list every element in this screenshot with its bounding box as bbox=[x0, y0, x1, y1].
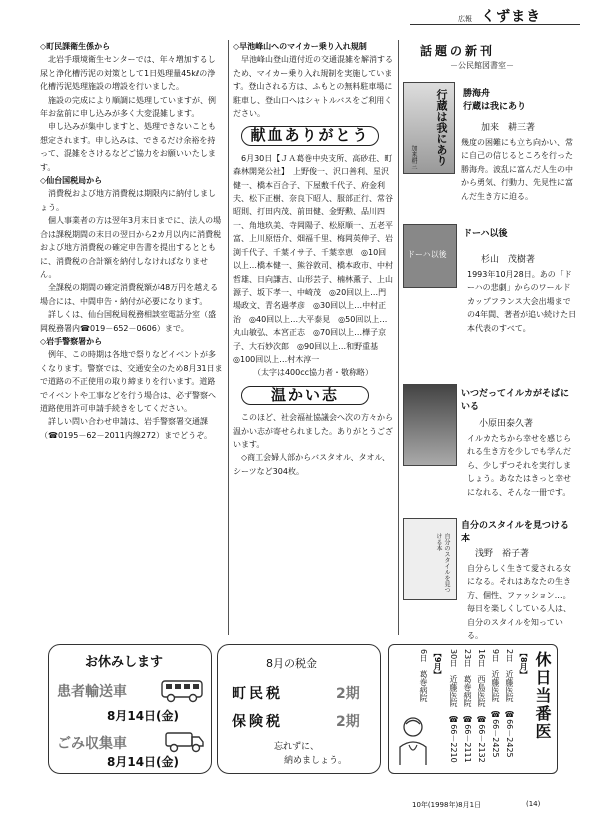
book-title: 自分のスタイルを見つける本 bbox=[461, 521, 569, 544]
garbage-truck-icon bbox=[165, 729, 205, 753]
transport-date: 8月14日(金) bbox=[107, 709, 180, 723]
duty-row: 30日 近藤医院 ☎66－2210 bbox=[449, 649, 458, 763]
masthead-title: くずまき bbox=[481, 9, 542, 25]
masthead-prefix: 広報 bbox=[458, 15, 472, 23]
tax-title: 8月の税金 bbox=[266, 657, 317, 670]
column-notices-1 bbox=[40, 40, 223, 442]
masthead-rule bbox=[410, 24, 580, 25]
donation-note: （太字は400cc協力者・敬称略） bbox=[252, 368, 374, 378]
footer-date: 10年(1998年)8月1日 bbox=[412, 801, 482, 809]
book-cover-title: ドーハ以後 bbox=[407, 250, 447, 259]
paragraph: 例年、この時期は各地で祭りなどイベントが多くなります。警察では、交通安全のため8月31日まで道路の不正使用の取り締まりを行います。道路でイベントや工事などを行う場合は、必ず警察へ道路使用許可申請手続きをしてください。 bbox=[40, 350, 223, 413]
garbage-label: ごみ収集車 bbox=[57, 736, 127, 752]
book-author: 加来 耕三著 bbox=[481, 123, 536, 133]
paragraph: ◇商工会婦人部からバスタオル、タオル、シーツなど304枚。 bbox=[233, 453, 390, 476]
column-divider bbox=[228, 40, 229, 635]
duty-row: 9日 近藤医院 ☎66－2425 bbox=[491, 649, 500, 758]
book-entry bbox=[403, 224, 578, 384]
book-description: 幾度の困難にも立ち向かい、常に自己の信じるところを行った勝海舟。波乱に富んだ人生の中から勇気、行動力、先見性に富んだ生き方に迫る。 bbox=[461, 138, 573, 201]
tax-notice-box bbox=[217, 644, 381, 774]
book-title: いつだってイルカがそばにいる bbox=[461, 389, 570, 412]
transport-label: 患者輸送車 bbox=[57, 684, 127, 700]
book-author: 小原田泰久著 bbox=[479, 419, 534, 429]
tax-name: 保険税 bbox=[232, 714, 283, 730]
column-notices-2 bbox=[233, 40, 393, 478]
duty-doctor-box bbox=[388, 644, 558, 774]
donor-list: 6月30日【ＪＡ葛巻中央支所、高砂荘、町森林開発公社】 上野俊一、沢口善利、星沢健一、橋本百合子、下屋敷千代子、府金利夫、松下正樹、奈良下昭人、服部正行、常谷昭則、打田内茂、前田健、金野勲、品川四一、角地玖美、寺岡陽子、松原順一、五老平富、上川原悟介、畑福千里、梅岡英伸子、岩渕千代子、千葉イサ子、千葉幸恵 ◎10回以上…橋本健一、熊谷敦司、橋本政市、中村哲雄、日向謙吉、山形芸子、楠林薫子、上山源子、坂下孝一、中崎茂 ◎20回以上…門場政文、青名過孝彦 ◎30回以上…中村正治 ◎40回以上…大平泰見 ◎50回以上…丸山敏弘、本宮正志 ◎70回以上…樺子京子、大石妙次郎 ◎90回以上…和野重基 ◎100回以上…村木淳一 bbox=[233, 153, 393, 364]
paragraph: 詳しい問い合わせ申請は、岩手警察署交通課（☎0195－62－2011内線272）までどうぞ。 bbox=[40, 417, 212, 440]
holiday-title: お休みします bbox=[85, 655, 164, 670]
column-divider bbox=[398, 40, 399, 635]
book-author: 杉山 茂樹著 bbox=[481, 255, 536, 265]
duty-row: 23日 葛巻病院 ☎66－2111 bbox=[463, 649, 472, 763]
duty-month-label: 【8月】 bbox=[519, 649, 528, 679]
blood-donation-banner: 献血ありがとう bbox=[241, 126, 379, 145]
book-entry bbox=[403, 82, 578, 202]
duty-doctor-title: 休日当番医 bbox=[533, 651, 552, 741]
doctor-illustration-icon bbox=[395, 715, 431, 767]
duty-row: 6日 葛巻病院 bbox=[419, 649, 428, 703]
paragraph: 申し込みが集中しますと、処理できないことも想定されます。申し込みは、できるだけ余裕を持って、混雑をさけるなどご協力をお願いいたします。 bbox=[40, 122, 216, 172]
donation-gift-banner: 温かい志 bbox=[241, 386, 369, 405]
duty-row: 2日 近藤医院 ☎66－2425 bbox=[505, 649, 514, 758]
paragraph: 施設の完成により順調に処理していますが、例年お盆前に申し込みが多く大変混雑します。 bbox=[40, 95, 216, 119]
book-author: 浅野 裕子著 bbox=[475, 549, 530, 559]
section-title: ◇岩手警察署から bbox=[40, 336, 103, 346]
tax-period: 2期 bbox=[336, 686, 360, 702]
paragraph: このほど、社会福祉協議会へ次の方々から温かい志が寄せられました。ありがとうございます。 bbox=[233, 413, 393, 449]
paragraph: 全課税の期間の確定消費税額が48万円を越える場合には、中間申告・納付が必要になります。 bbox=[40, 283, 219, 306]
book-entry bbox=[403, 518, 578, 641]
paragraph: 早池峰山登山道付近の交通混雑を解消するため、マイカー乗り入れ規制を実施しています。登山される方は、ふもとの無料駐車場に駐車し、登山口へはシャトルバスをご利用ください。 bbox=[233, 55, 393, 119]
new-books-subtitle: －公民館図書室－ bbox=[450, 61, 514, 70]
book-cover-title: 自分のスタイルを見つける本 bbox=[435, 533, 450, 593]
garbage-date: 8月14日(金) bbox=[107, 755, 180, 769]
page-number: (14) bbox=[526, 800, 541, 808]
section-title: ◇早池峰山へのマイカー乗り入れ規制 bbox=[233, 42, 367, 51]
section-title: ◇町民課衛生係から bbox=[40, 42, 111, 51]
book-cover-author: 加来耕三 bbox=[410, 145, 417, 169]
book-cover-title: 行蔵は我にあり bbox=[435, 89, 448, 166]
book-description: 自分らしく生きて愛される女になる。それはあなたの生き方、個性、ファッション…。毎日を楽しくしている人は、自分のスタイルを知っている。 bbox=[467, 564, 571, 641]
paragraph: 個人事業者の方は翌年3月末日までに、法人の場合は課税期間の末日の翌日から2カ月以内に消費税および地方消費税の確定申告書を提出するとともに、消費税の合計額を納付しなければなりません。 bbox=[40, 216, 222, 279]
book-title: ドーハ以後 bbox=[463, 229, 508, 239]
masthead bbox=[458, 6, 578, 26]
tax-name: 町民税 bbox=[232, 686, 283, 702]
section-title: ◇仙台国税局から bbox=[40, 176, 103, 186]
book-cover bbox=[403, 82, 455, 174]
paragraph: 消費税および地方消費税は期限内に納付しましょう。 bbox=[40, 189, 216, 212]
book-description: 1993年10月28日。あの「ドーハの悲劇」からのワールドカップフランス大会出場までの4年間、著者が追い続けた日本代表のすべて。 bbox=[467, 270, 577, 333]
book-entry bbox=[403, 384, 578, 514]
book-title: 勝海舟 行蔵は我にあり bbox=[463, 89, 527, 112]
duty-month-label: 【9月】 bbox=[433, 649, 442, 679]
tax-note: 忘れずに、 bbox=[274, 742, 320, 752]
paragraph: 北岩手環境衛生センターでは、年々増加するし尿と浄化槽汚泥の対策として1日処理量45kℓの浄化槽汚泥処理施設の増設を行いました。 bbox=[40, 55, 216, 92]
tax-period: 2期 bbox=[336, 714, 360, 730]
tax-note: 納めましょう。 bbox=[284, 756, 348, 766]
paragraph: 詳しくは、仙台国税局税務相談室電話分室（盛岡税務署内☎019－652－0606）まで。 bbox=[40, 310, 216, 333]
new-books-title: 話題の新刊 bbox=[420, 44, 496, 58]
bus-icon bbox=[161, 679, 203, 703]
book-description: イルカたちから幸せを感じられる生き方を少しでも学んだら、少しずつそれを実行しましょう。あなたはきっと幸せになれる、そんな一冊です。 bbox=[467, 434, 571, 497]
duty-row: 16日 西島医院 ☎66－2132 bbox=[477, 649, 486, 763]
holiday-closure-box bbox=[48, 644, 212, 774]
